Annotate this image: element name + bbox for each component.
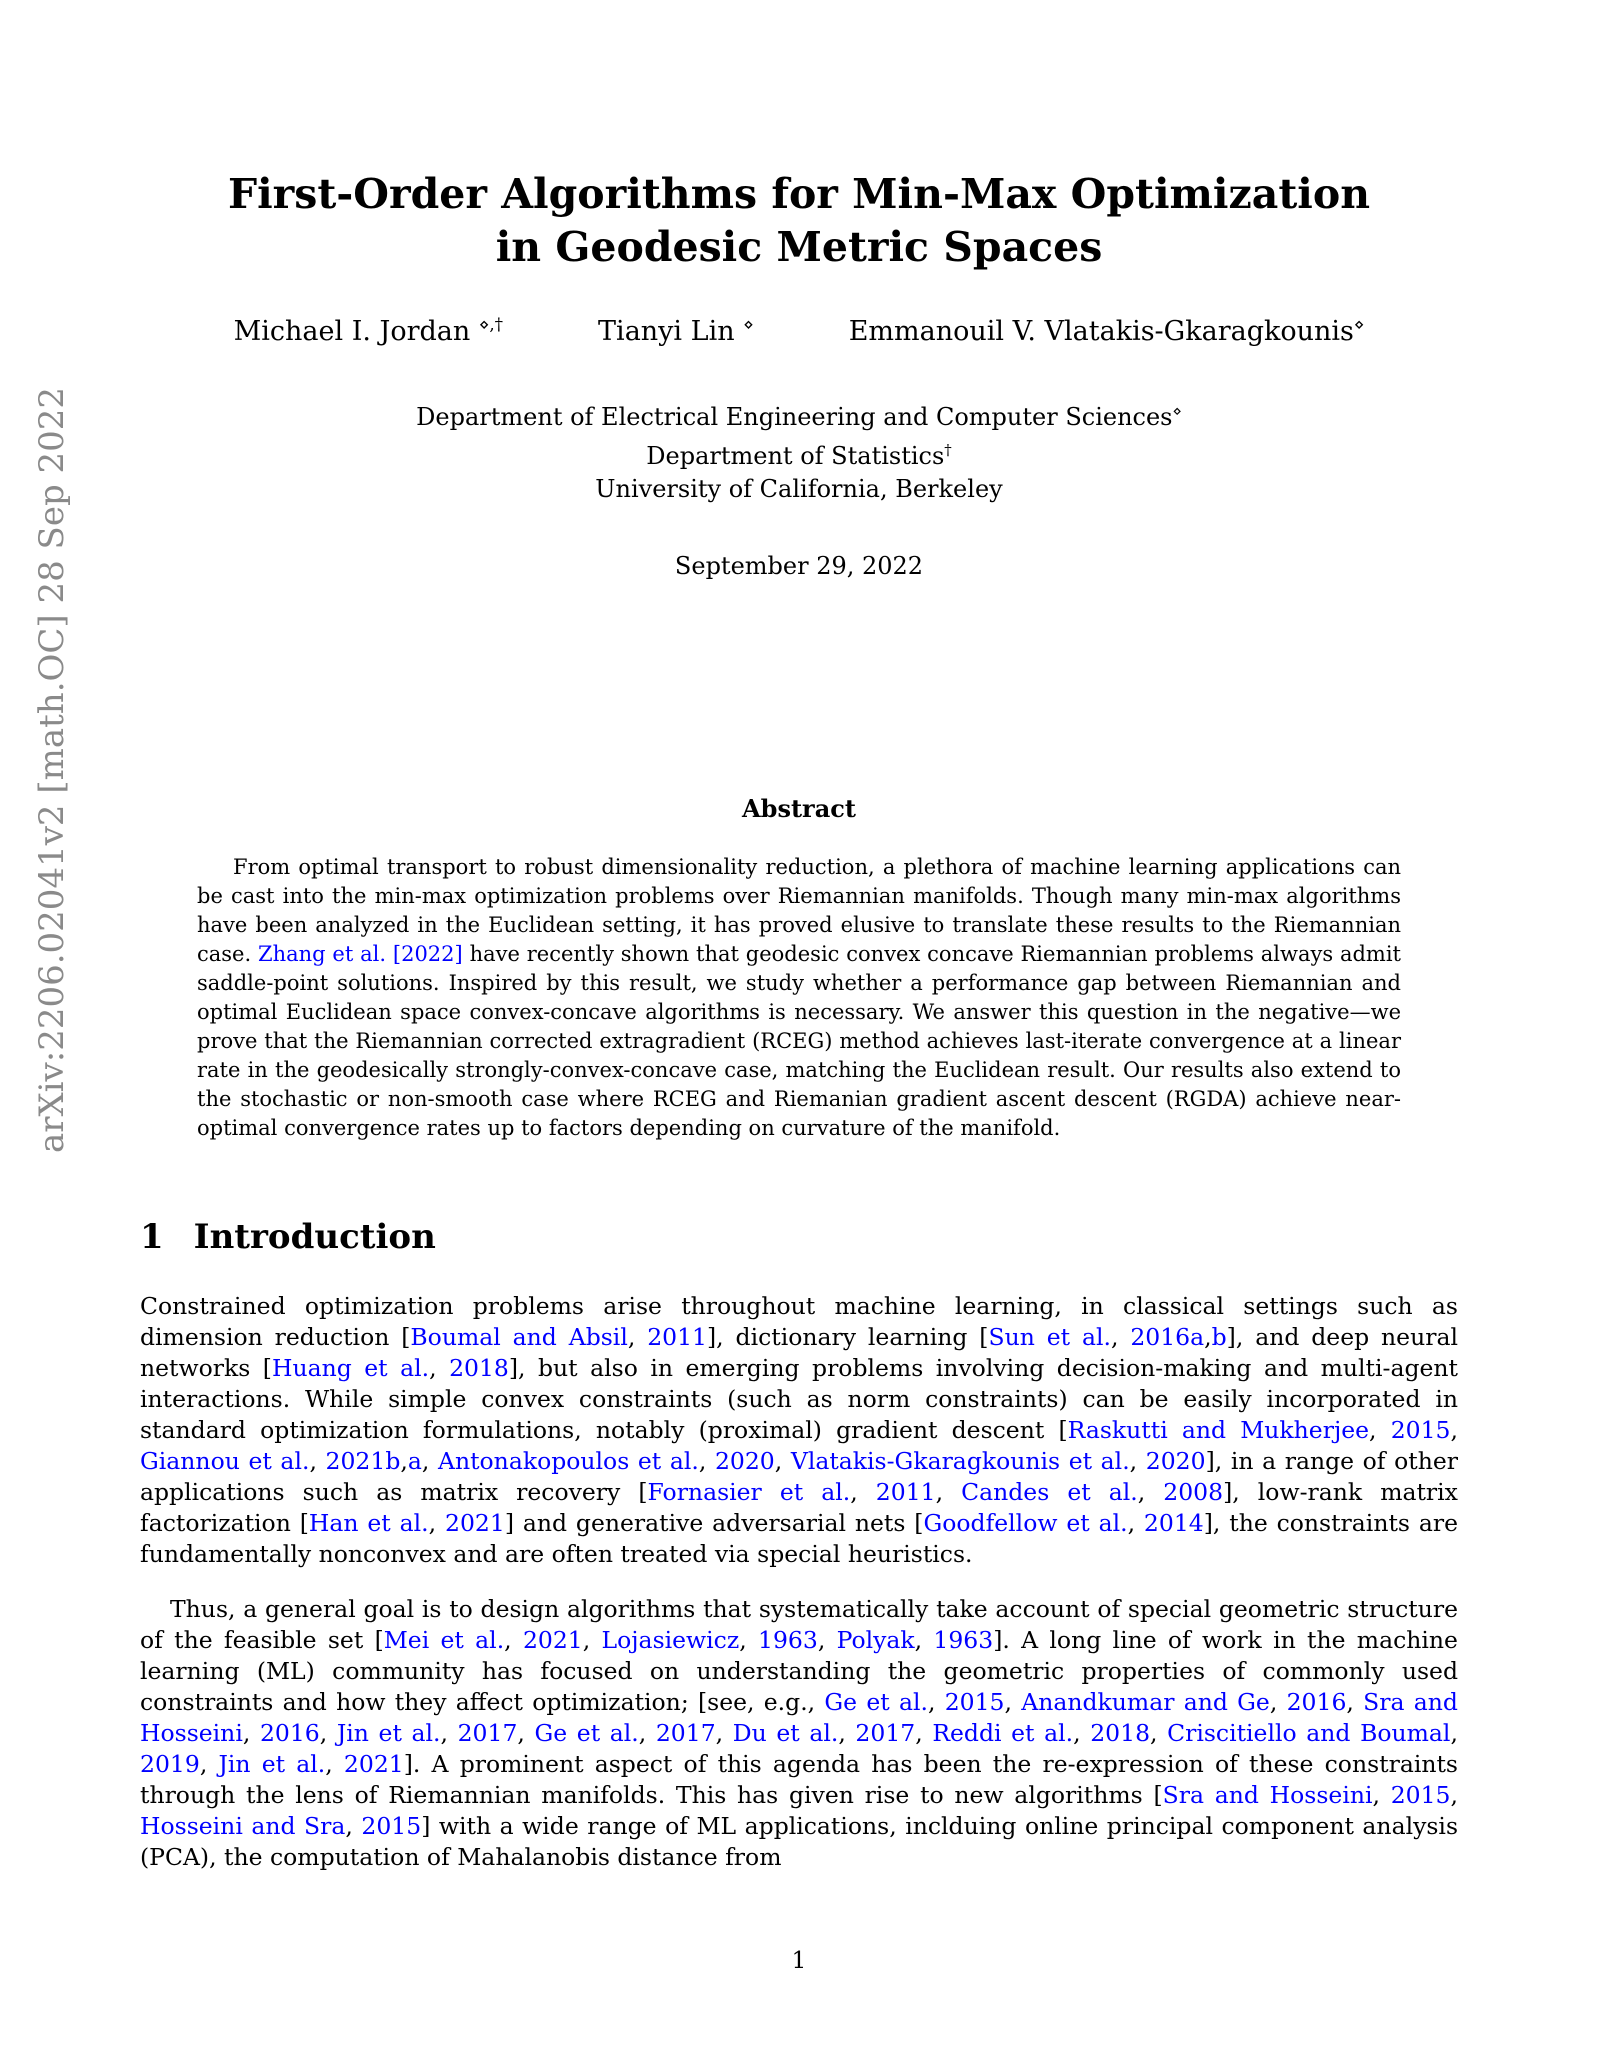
- citation-link[interactable]: 2011: [647, 1323, 708, 1351]
- author-affiliation-marker: ⋄: [743, 314, 754, 334]
- body-paragraph-2: Thus, a general goal is to design algorithms that systematically take account of special geometric structure of the feasible set [Mei et al., 2021, Lojasiewicz, 1963, Polyak, 1963]. A long line of work in the machine learning (ML) community has focused on understanding the geometric properties of commonly used constraints and how they affect optimization; [see, e.g., Ge et al., 2015, Anandkumar and Ge, 2016, Sra and Hosseini, 2016, Jin et al., 2017, Ge et al., 2017, Du et al., 2017, Reddi et al., 2018, Criscitiello and Boumal, 2019, Jin et al., 2021]. A prominent aspect of this agenda has been the re-expression of these constraints through the lens of Riemannian manifolds. This has given rise to new algorithms [Sra and Hosseini, 2015, Hosseini and Sra, 2015] with a wide range of ML applications, inclduing online principal component analysis (PCA), the computation of Mahalanobis distance from: [140, 1594, 1459, 1871]
- citation-link[interactable]: Candes et al.: [961, 1478, 1138, 1506]
- paper-date: September 29, 2022: [674, 552, 924, 580]
- citation-link[interactable]: Sra and Hosseini: [1162, 1780, 1373, 1809]
- citation-link[interactable]: b: [1211, 1323, 1227, 1351]
- citation-link[interactable]: Ge et al.: [824, 1687, 928, 1716]
- citation-link[interactable]: 2021: [522, 1625, 583, 1654]
- section-number: 1: [140, 1217, 164, 1257]
- citation-link[interactable]: 2016: [259, 1718, 320, 1747]
- author-name: Michael I. Jordan ⋄,†: [233, 314, 504, 347]
- citation-link[interactable]: Giannou et al.: [140, 1447, 310, 1475]
- citation-link[interactable]: Criscitiello and Boumal: [1167, 1718, 1451, 1747]
- citation-link[interactable]: 2016a: [1130, 1323, 1205, 1351]
- citation-link[interactable]: Boumal and Absil: [410, 1323, 628, 1351]
- paper-title-line1: First-Order Algorithms for Min-Max Optimization: [227, 170, 1370, 218]
- citation-link[interactable]: Jin et al.: [336, 1718, 441, 1747]
- citation-link[interactable]: Du et al.: [732, 1718, 839, 1747]
- arxiv-watermark: arXiv:2206.02041v2 [math.OC] 28 Sep 2022: [32, 386, 72, 1154]
- citation-link[interactable]: 2015: [1390, 1780, 1451, 1809]
- abstract-paragraph: From optimal transport to robust dimensionality reduction, a plethora of machine learning applications can be cast into the min-max optimization problems over Riemannian manifolds. Though many min-max algorithms have been analyzed in the Euclidean setting, it has proved elusive to translate these results to the Riemannian case. Zhang et al. [2022] have recently shown that geodesic convex concave Riemannian problems always admit saddle-point solutions. Inspired by this result, we study whether a performance gap between Riemannian and optimal Euclidean space convex-concave algorithms is necessary. We answer this question in the negative—we prove that the Riemannian corrected extragradient (RCEG) method achieves last-iterate convergence at a linear rate in the geodesically strongly-convex-concave case, matching the Euclidean result. Our results also extend to the stochastic or non-smooth case where RCEG and Riemanian gradient ascent descent (RGDA) achieve near-optimal convergence rates up to factors depending on curvature of the manifold.: [197, 855, 1401, 1140]
- author-name: Emmanouil V. Vlatakis-Gkaragkounis⋄: [848, 314, 1365, 347]
- citation-link[interactable]: Goodfellow et al.: [923, 1509, 1128, 1537]
- citation-link[interactable]: 2014: [1143, 1509, 1204, 1537]
- citation-link[interactable]: Sun et al.: [988, 1323, 1111, 1351]
- paper-title: [140, 168, 1458, 274]
- citation-link[interactable]: Mei et al.: [383, 1625, 505, 1654]
- affiliation-line: Department of Electrical Engineering and Computer Sciences⋄: [416, 402, 1182, 431]
- citation-link[interactable]: 1963: [758, 1625, 818, 1654]
- citation-link[interactable]: 2021: [445, 1509, 505, 1537]
- citation-link[interactable]: [2022]: [392, 942, 463, 966]
- citation-link[interactable]: Raskutti and Mukherjee: [1067, 1416, 1370, 1444]
- citation-link[interactable]: Polyak: [836, 1625, 915, 1654]
- author-affiliation-marker: ⋄: [1353, 314, 1365, 334]
- citation-link[interactable]: 1963: [933, 1625, 994, 1654]
- citation-link[interactable]: 2020: [714, 1447, 775, 1475]
- author-list: [140, 314, 1458, 347]
- citation-link[interactable]: 2011: [875, 1478, 936, 1506]
- author-name: Tianyi Lin ⋄: [598, 314, 754, 347]
- citation-link[interactable]: 2020: [1145, 1447, 1206, 1475]
- citation-link[interactable]: 2015: [361, 1811, 422, 1840]
- paper-title-line2: in Geodesic Metric Spaces: [495, 223, 1103, 271]
- citation-link[interactable]: Vlatakis-Gkaragkounis et al.: [790, 1447, 1130, 1475]
- citation-link[interactable]: 2017: [855, 1718, 916, 1747]
- author-affiliation-marker: ⋄,†: [478, 314, 504, 334]
- section-title: Introduction: [193, 1217, 436, 1257]
- affiliation-line: University of California, Berkeley: [595, 475, 1003, 503]
- citation-link[interactable]: Ge et al.: [534, 1718, 639, 1747]
- citation-link[interactable]: 2021b: [325, 1447, 401, 1475]
- section-heading: [140, 1217, 1458, 1257]
- citation-link[interactable]: Antonakopoulos et al.: [437, 1447, 699, 1475]
- citation-link[interactable]: 2008: [1163, 1478, 1224, 1506]
- citation-link[interactable]: Zhang et al.: [258, 942, 387, 966]
- citation-link[interactable]: 2018: [449, 1354, 509, 1382]
- citation-link[interactable]: Huang et al.: [271, 1354, 430, 1382]
- citation-link[interactable]: Lojasiewicz: [601, 1625, 740, 1654]
- affiliation-block: [140, 395, 1458, 506]
- citation-link[interactable]: Hosseini and Sra: [140, 1811, 346, 1840]
- citation-link[interactable]: Fornasier et al.: [647, 1478, 851, 1506]
- citation-link[interactable]: 2015: [944, 1687, 1005, 1716]
- affiliation-marker: †: [944, 441, 952, 459]
- citation-link[interactable]: 2016: [1286, 1687, 1347, 1716]
- abstract-heading: Abstract: [742, 794, 856, 823]
- citation-link[interactable]: 2021: [343, 1749, 404, 1778]
- citation-link[interactable]: 2017: [457, 1718, 518, 1747]
- affiliation-line: Department of Statistics†: [646, 441, 952, 470]
- citation-link[interactable]: 2015: [1390, 1416, 1451, 1444]
- affiliation-marker: ⋄: [1172, 402, 1182, 420]
- body-paragraph-1: Constrained optimization problems arise throughout machine learning, in classical settings such as dimension reduction [Boumal and Absil, 2011], dictionary learning [Sun et al., 2016a,b], and deep neural networks [Huang et al., 2018], but also in emerging problems involving decision-making and multi-agent interactions. While simple convex constraints (such as norm constraints) can be easily incorporated in standard optimization formulations, notably (proximal) gradient descent [Raskutti and Mukherjee, 2015, Giannou et al., 2021b,a, Antonakopoulos et al., 2020, Vlatakis-Gkaragkounis et al., 2020], in a range of other applications such as matrix recovery [Fornasier et al., 2011, Candes et al., 2008], low-rank matrix factorization [Han et al., 2021] and generative adversarial nets [Goodfellow et al., 2014], the constraints are fundamentally nonconvex and are often treated via special heuristics.: [140, 1292, 1458, 1568]
- citation-link[interactable]: 2017: [655, 1718, 716, 1747]
- citation-link[interactable]: 2018: [1090, 1718, 1151, 1747]
- citation-link[interactable]: Reddi et al.: [932, 1718, 1074, 1747]
- citation-link[interactable]: a: [407, 1447, 422, 1475]
- paper-content: [140, 0, 1458, 1873]
- citation-link[interactable]: Han et al.: [308, 1509, 429, 1537]
- citation-link[interactable]: Jin et al.: [218, 1749, 326, 1778]
- citation-link[interactable]: 2019: [140, 1749, 200, 1778]
- page-number: 1: [791, 1948, 807, 1974]
- citation-link[interactable]: Anandkumar and Ge: [1021, 1687, 1270, 1716]
- citation-link[interactable]: Sra and Hosseini: [140, 1687, 1458, 1747]
